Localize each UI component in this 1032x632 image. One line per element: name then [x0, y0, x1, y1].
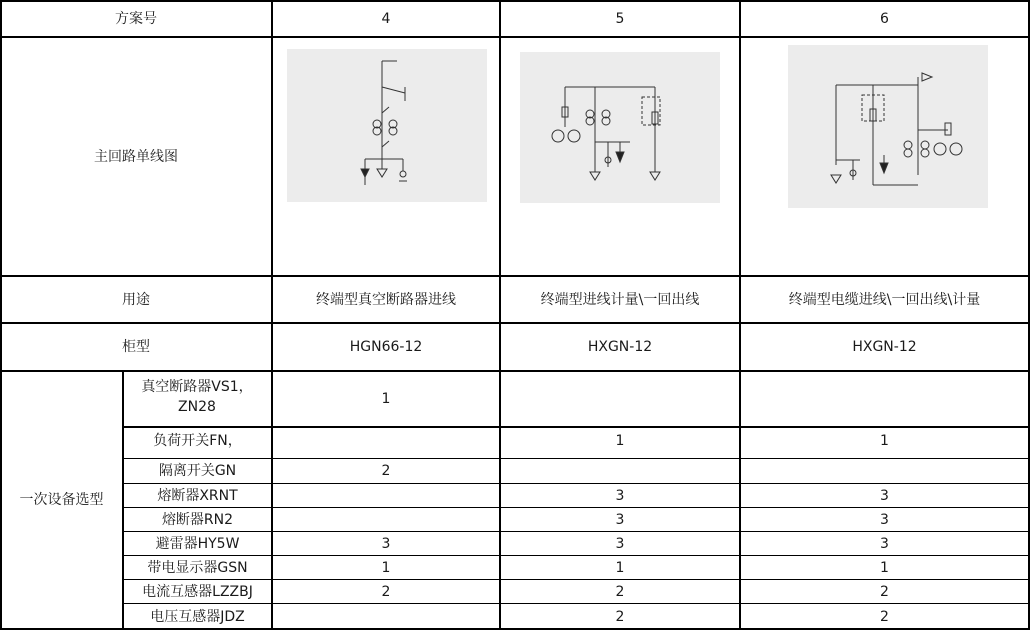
equipment-qty-scheme-5: 1	[615, 560, 625, 576]
equipment-qty-scheme-6: 1	[880, 560, 889, 576]
equipment-qty-scheme-6: 1	[880, 433, 889, 449]
cabinet-type-scheme-5: HXGN-12	[587, 339, 653, 355]
single-line-diagram-label: 主回路单线图	[94, 148, 178, 165]
equipment-qty-scheme-4: 3	[381, 536, 391, 552]
equipment-name: 隔离开关GN	[158, 463, 237, 479]
usage-scheme-6: 终端型电缆进线\一回出线\计量	[788, 291, 981, 308]
grid-line	[0, 322, 1030, 324]
grid-line	[271, 0, 273, 630]
grid-line	[0, 36, 1030, 38]
equipment-name: 熔断器RN2	[161, 512, 234, 528]
grid-line	[123, 603, 1030, 604]
grid-line	[1028, 0, 1030, 630]
scheme-number-5: 5	[615, 10, 625, 27]
equipment-group-label: 一次设备选型	[19, 492, 104, 508]
equipment-qty-scheme-6	[740, 371, 1029, 427]
equipment-qty-scheme-6	[740, 459, 1029, 483]
scheme-header-label: 方案号	[115, 10, 157, 27]
grid-line	[739, 0, 741, 630]
cabinet-type-scheme-6: HXGN-12	[852, 339, 917, 355]
equipment-qty-scheme-4: 1	[381, 560, 391, 576]
scheme-number-4: 4	[381, 10, 391, 27]
grid-line	[499, 0, 501, 630]
equipment-name: 带电显示器GSN	[147, 560, 248, 576]
grid-line	[123, 579, 1030, 580]
equipment-name: 负荷开关FN，	[153, 433, 242, 449]
equipment-qty-scheme-5: 1	[615, 433, 625, 449]
equipment-qty-scheme-5	[500, 371, 740, 427]
equipment-qty-scheme-4: 2	[381, 463, 391, 479]
equipment-name: 电压互感器JDZ	[150, 608, 245, 625]
grid-line	[123, 458, 1030, 459]
equipment-name: 熔断器XRNT	[157, 488, 238, 504]
equipment-qty-scheme-4	[272, 604, 500, 629]
equipment-name: 避雷器HY5W	[155, 536, 240, 552]
usage-label: 用途	[122, 291, 150, 308]
equipment-qty-scheme-6: 3	[880, 488, 889, 504]
single-line-diagram-scheme-6	[788, 45, 988, 208]
equipment-qty-scheme-4	[272, 484, 500, 508]
equipment-qty-scheme-5: 2	[615, 584, 625, 600]
equipment-qty-scheme-5: 3	[615, 536, 625, 552]
cabinet-type-scheme-4: HGN66-12	[349, 339, 423, 355]
equipment-qty-scheme-5: 3	[615, 488, 625, 504]
equipment-qty-scheme-4	[272, 508, 500, 532]
equipment-qty-scheme-4: 1	[381, 391, 391, 407]
equipment-qty-scheme-5: 3	[615, 512, 625, 528]
equipment-qty-scheme-5	[500, 459, 740, 483]
single-line-diagram-scheme-5	[520, 52, 720, 203]
grid-line	[0, 275, 1030, 277]
equipment-qty-scheme-6: 3	[880, 536, 889, 552]
equipment-name: 电流互感器LZZBJ	[142, 584, 253, 600]
usage-scheme-4: 终端型真空断路器进线	[316, 291, 456, 308]
grid-line	[0, 0, 2, 630]
usage-scheme-5: 终端型进线计量\一回出线	[540, 291, 700, 308]
equipment-qty-scheme-5: 2	[615, 608, 625, 625]
grid-line	[123, 555, 1030, 556]
grid-line	[123, 483, 1030, 484]
equipment-qty-scheme-6: 2	[880, 608, 889, 625]
equipment-qty-scheme-6: 2	[880, 584, 889, 600]
grid-line	[0, 0, 1030, 2]
equipment-qty-scheme-6: 3	[880, 512, 889, 528]
equipment-qty-scheme-4: 2	[381, 584, 391, 600]
grid-line	[123, 426, 1030, 428]
equipment-qty-scheme-4	[272, 427, 500, 455]
grid-line	[0, 628, 1030, 630]
grid-line	[123, 531, 1030, 532]
grid-line	[0, 370, 1030, 372]
single-line-diagram-scheme-4	[287, 49, 487, 202]
grid-line	[123, 507, 1030, 508]
grid-line	[122, 371, 124, 630]
cabinet-type-label: 柜型	[122, 339, 150, 355]
equipment-name: 真空断路器VS1，ZN28	[141, 379, 253, 415]
scheme-number-6: 6	[880, 10, 889, 27]
